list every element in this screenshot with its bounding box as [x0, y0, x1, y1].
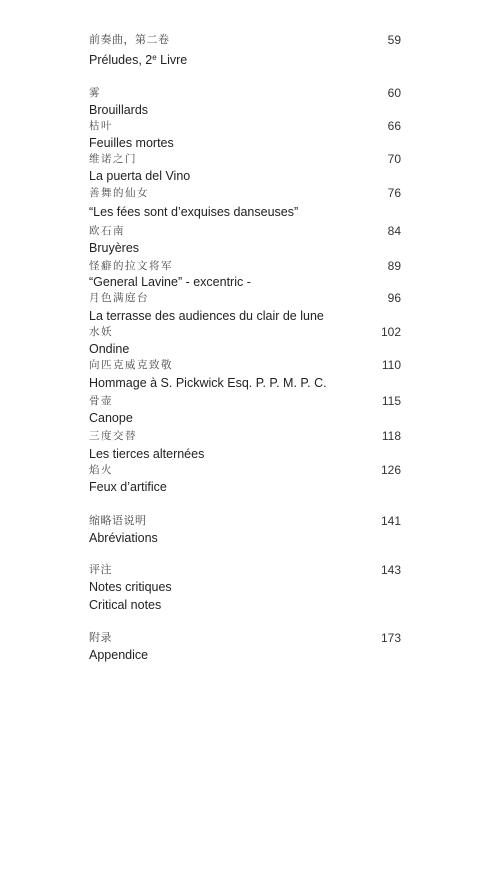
toc-entry-feux-d-artifice-fr	[89, 478, 401, 498]
entry-title-fr: La puerta del Vino	[89, 169, 191, 183]
entry-title-fr: Les tierces alternées	[89, 447, 205, 461]
entry-title-zh: 三度交替	[89, 430, 137, 442]
entry-title-zh: 月色满庭台	[89, 292, 149, 304]
entry-title-fr: Ondine	[89, 342, 130, 356]
entry-title-fr: Préludes, 2e Livre	[89, 53, 188, 67]
entry-title-zh: 评注	[89, 563, 112, 576]
entry-title-fr: Appendice	[89, 648, 149, 662]
toc-entry-preludes-fr	[89, 49, 401, 69]
entry-title-zh: 附录	[89, 631, 112, 644]
entry-title-fr: La terrasse des audiences du clair de lune	[89, 309, 324, 323]
entry-page-number: 126	[380, 463, 401, 477]
toc-entry-bruyeres-fr	[89, 239, 401, 259]
entry-title-fr: Feuilles mortes	[89, 136, 174, 150]
toc-entry-hommage-fr	[89, 374, 401, 394]
entry-page-number: 70	[387, 152, 401, 166]
entry-page-number: 60	[387, 86, 401, 100]
entry-title-zh: 维诺之门	[89, 153, 137, 165]
entry-title-fr: Notes critiques	[89, 580, 172, 594]
entry-title-fr: Canope	[89, 411, 133, 425]
entry-page-number: 66	[387, 119, 401, 133]
toc-entry-appendice-fr	[89, 646, 401, 666]
toc-entry-preludes[interactable]	[89, 31, 401, 51]
entry-page-number: 96	[387, 291, 401, 305]
entry-title-zh: 水妖	[89, 326, 113, 338]
entry-title-fr: “General Lavine” - excentric -	[89, 275, 251, 289]
entry-title-zh: 枯叶	[89, 120, 113, 132]
entry-title-zh: 欧石南	[89, 225, 125, 237]
entry-page-number: 173	[380, 631, 401, 645]
entry-page-number: 76	[387, 186, 401, 200]
entry-title-zh: 雾	[89, 87, 101, 99]
entry-page-number: 59	[387, 33, 401, 47]
entry-title-zh: 缩略语说明	[89, 514, 147, 527]
toc-entry-hommage[interactable]	[89, 356, 401, 376]
entry-page-number: 110	[381, 358, 401, 372]
entry-page-number: 115	[381, 394, 401, 408]
entry-page-number: 141	[380, 514, 401, 528]
entry-title-en: Critical notes	[89, 598, 162, 612]
entry-title-fr: “Les fées sont d’exquises danseuses”	[89, 205, 299, 219]
entry-page-number: 143	[380, 563, 401, 577]
toc-entry-canope-fr	[89, 409, 401, 429]
entry-title-zh: 焰火	[89, 464, 113, 476]
entry-page-number: 102	[380, 325, 401, 339]
toc-entry-abreviations-fr	[89, 529, 401, 549]
entry-title-fr: Abréviations	[89, 531, 158, 545]
entry-page-number: 84	[387, 224, 401, 238]
entry-page-number: 89	[387, 259, 401, 273]
toc-entry-notes-critiques-fr	[89, 578, 401, 598]
toc-entry-les-fees-fr	[89, 203, 401, 223]
toc-entry-notes-critiques-en	[89, 596, 401, 616]
superscript-e: e	[152, 53, 157, 62]
toc-entry-les-tierces[interactable]	[89, 427, 401, 447]
toc-entry-la-terrasse[interactable]	[89, 289, 401, 309]
entry-title-zh: 善舞的仙女	[89, 187, 149, 199]
entry-page-number: 118	[381, 429, 401, 443]
entry-title-fr: Bruyères	[89, 241, 140, 255]
entry-title-fr: Hommage à S. Pickwick Esq. P. P. M. P. C.	[89, 376, 327, 390]
entry-title-zh: 怪癖的拉文将军	[89, 260, 173, 272]
entry-title-fr: Feux d’artifice	[89, 480, 167, 494]
entry-title-zh: 前奏曲，第二卷	[89, 33, 170, 46]
entry-title-zh: 向匹克威克致敬	[89, 359, 173, 371]
toc-entry-les-fees[interactable]	[89, 184, 401, 204]
entry-title-zh: 骨壶	[89, 395, 113, 407]
entry-title-fr: Brouillards	[89, 103, 149, 117]
